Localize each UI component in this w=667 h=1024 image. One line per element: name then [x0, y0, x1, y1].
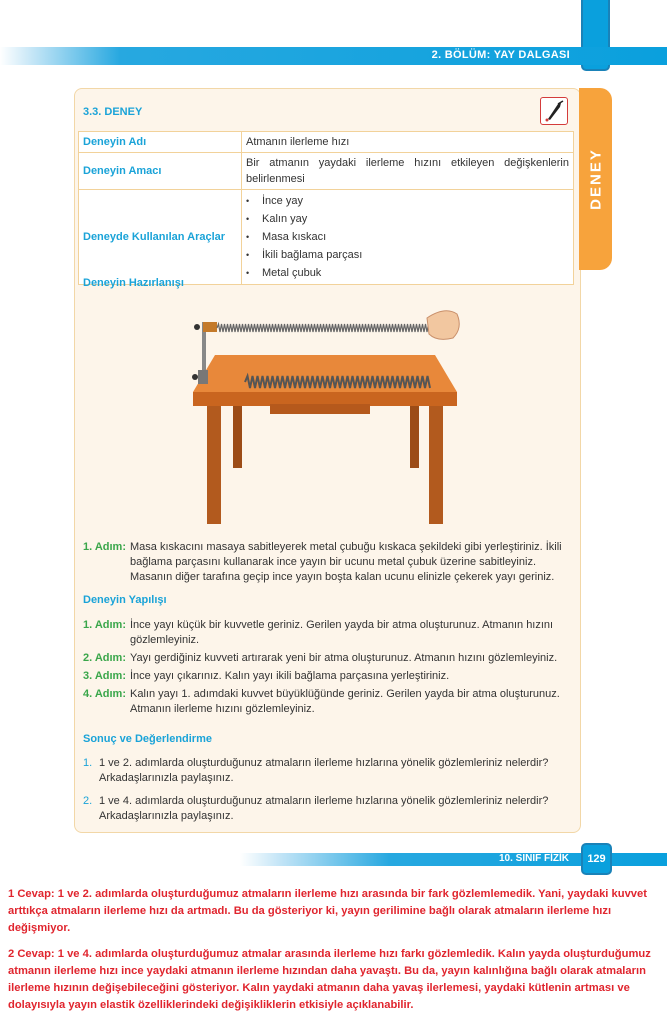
table-row [79, 153, 574, 190]
step-text: Yayı gerdiğiniz kuvveti artırarak yeni bir atma oluşturunuz. Atmanın hızını gözlemleyiniz. [130, 652, 558, 664]
thin-spring-illustration [217, 324, 430, 332]
table-row [79, 190, 574, 285]
list-item [83, 669, 573, 684]
row-value [242, 190, 574, 285]
question-number: 1. [83, 757, 93, 769]
step-label: 2. Adım: [83, 652, 126, 664]
question-text: 1 ve 4. adımlarda oluşturduğunuz atmaların ilerleme hızlarına yönelik gözlemleriniz nelerdir? Arkadaşlarınızla paylaşınız. [99, 795, 549, 822]
step-label: 1. Adım: [83, 541, 126, 553]
hand-illustration [427, 311, 459, 340]
list-item [83, 618, 573, 648]
step-text: Masa kıskacını masaya sabitleyerek metal çubuğu kıskaca şekildeki gibi yerleştiriniz. İkili bağlama parçasını kullanarak ince yayın bir ucunu metal çubuk üzerine sabitleyiniz. Masanın diğer tarafına geçip ince yayın boşta kalan ucunu elinizle çekerek yayı geriniz. [130, 541, 562, 583]
list-item [83, 540, 573, 585]
list-item: • İkili bağlama parçası [246, 246, 569, 264]
section-title: 3.3. DENEY [83, 106, 143, 118]
list-item: • Metal çubuk [246, 264, 569, 282]
preparation-heading: Deneyin Hazırlanışı [83, 277, 184, 289]
list-item [83, 756, 573, 786]
answer-2: 2 Cevap: 1 ve 4. adımlarda oluşturduğumuz atmalar arasında ilerleme hızı farkı gözlemledik. Kalın yayda oluşturduğumuz atmanın ilerleme hızı ince yaydaki atmanın ilerleme hızından daha yavaştı. Bu da, yayın kalınlığına bağlı olarak atmaların ilerleme hızının değişebileceğini gösteriyor. Kalın yaydaki atmanın daha yavaş ilerlemesi, yaydaki kütlenin artması ve dolayısıyla yayın elastik özelliklerindeki değişikliklerin etkisiyle açıklanabilir. [8, 948, 651, 1011]
chapter-header-bar [0, 47, 667, 65]
list-item: • Kalın yay [246, 210, 569, 228]
row-value: Atmanın ilerleme hızı [242, 132, 574, 153]
step-label: 1. Adım: [83, 619, 126, 631]
conclusion-questions [83, 756, 573, 827]
book-title: 10. SINIF FİZİK [498, 853, 569, 864]
list-item: • Masa kıskacı [246, 228, 569, 246]
side-tab-label: DENEY [587, 148, 604, 210]
row-key: Deneyin Adı [79, 132, 242, 153]
preparation-steps [83, 540, 573, 588]
step-text: İnce yayı küçük bir kuvvetle geriniz. Gerilen yayda bir atma oluşturunuz. Atmanın hızını gözlemleyiniz. [130, 619, 554, 646]
question-text: 1 ve 2. adımlarda oluşturduğunuz atmaların ilerleme hızlarına yönelik gözlemleriniz nelerdir? Arkadaşlarınızla paylaşınız. [99, 757, 549, 784]
row-key: Deneyin Amacı [79, 153, 242, 190]
tools-list [246, 192, 569, 282]
row-key: Deneyde Kullanılan Araçlar [79, 190, 242, 285]
answer-1: 1 Cevap: 1 ve 2. adımlarda oluşturduğumuz atmaların ilerleme hızı arasında bir fark gözlemlemedik. Yani, yaydaki kuvvet arttıkça atmaların ilerleme hızı da artmadı. Bu da gösteriyor ki, yayın gerilimine bağlı olarak atmaların ilerleme hızı değişmiyor. [8, 888, 647, 934]
conclusion-heading: Sonuç ve Değerlendirme [83, 733, 212, 745]
list-item [83, 651, 573, 666]
list-item [83, 687, 573, 717]
step-label: 4. Adım: [83, 688, 126, 700]
experiment-info-table [78, 131, 574, 285]
chapter-title: 2. BÖLÜM: YAY DALGASI [431, 49, 570, 61]
side-tab [579, 88, 612, 270]
experiment-illustration [185, 300, 465, 528]
question-number: 2. [83, 795, 93, 807]
page-number: 129 [581, 843, 612, 875]
pen-icon [540, 97, 568, 125]
list-item [83, 794, 573, 824]
list-item: • İnce yay [246, 192, 569, 210]
table-row [79, 132, 574, 153]
row-value: Bir atmanın yaydaki ilerleme hızını etkileyen değişkenlerin belirlenmesi [242, 153, 574, 190]
procedure-heading: Deneyin Yapılışı [83, 594, 167, 606]
step-text: Kalın yayı 1. adımdaki kuvvet büyüklüğünde geriniz. Gerilen yayda bir atma oluşturunuz. Atmanın ilerleme hızını gözlemleyiniz. [130, 688, 560, 715]
step-text: İnce yayı çıkarınız. Kalın yayı ikili bağlama parçasına yerleştiriniz. [130, 670, 450, 682]
step-label: 3. Adım: [83, 670, 126, 682]
procedure-steps [83, 618, 573, 720]
